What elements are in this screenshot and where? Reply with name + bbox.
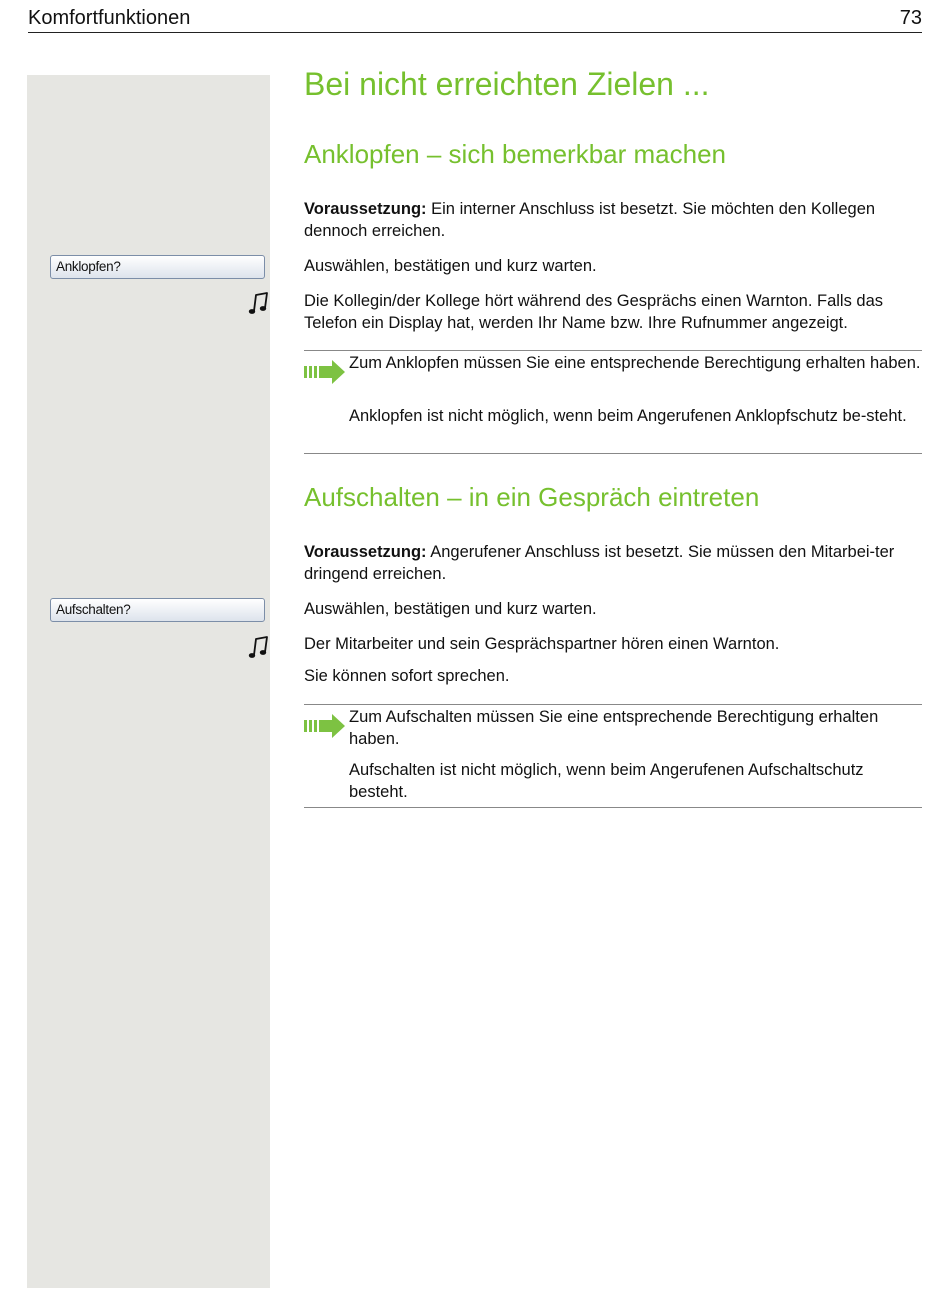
note-text-2: Anklopfen ist nicht möglich, wenn beim Angerufenen Anklopfschutz be-steht.	[349, 407, 907, 425]
precondition-label: Voraussetzung:	[304, 543, 427, 561]
page-title: Bei nicht erreichten Zielen ...	[304, 66, 710, 102]
page-number: 73	[899, 7, 922, 29]
softkey-anklopfen[interactable]: Anklopfen?	[50, 255, 265, 279]
precondition-text: Angerufener Anschluss ist besetzt. Sie müssen den Mitarbei-ter dringend erreichen.	[304, 543, 895, 583]
arrow-note-icon	[304, 713, 346, 739]
precondition-text: Ein interner Anschluss ist besetzt. Sie möchten den Kollegen dennoch erreichen.	[304, 200, 876, 240]
note-rule-top	[304, 704, 922, 705]
music-note-icon	[247, 635, 269, 659]
softkey-aufschalten[interactable]: Aufschalten?	[50, 598, 265, 622]
note-text-1: Zum Anklopfen müssen Sie eine entsprechende Berechtigung erhalten haben.	[349, 354, 921, 372]
arrow-note-icon	[304, 359, 346, 385]
followup-aufschalten: Sie können sofort sprechen.	[304, 667, 510, 685]
header-rule	[28, 32, 922, 33]
note-text-1: Zum Aufschalten müssen Sie eine entsprechende Berechtigung erhalten haben.	[349, 708, 879, 748]
note-text-2: Aufschalten ist nicht möglich, wenn beim Angerufenen Aufschaltschutz besteht.	[349, 761, 864, 801]
precondition-anklopfen	[304, 199, 924, 242]
precondition-aufschalten	[304, 542, 924, 585]
section-heading-aufschalten: Aufschalten – in ein Gespräch eintreten	[304, 482, 760, 512]
note-rule-bottom	[304, 807, 922, 808]
note-rule-top	[304, 350, 922, 351]
precondition-label: Voraussetzung:	[304, 200, 427, 218]
tone-text-anklopfen: Die Kollegin/der Kollege hört während des Gesprächs einen Warnton. Falls das Telefon ein Display hat, werden Ihr Name bzw. Ihre Rufnummer angezeigt.	[304, 292, 884, 332]
section-heading-anklopfen: Anklopfen – sich bemerkbar machen	[304, 139, 727, 169]
tone-text-aufschalten: Der Mitarbeiter und sein Gesprächspartner hören einen Warnton.	[304, 635, 780, 653]
note-rule-bottom	[304, 453, 922, 454]
header-title: Komfortfunktionen	[28, 7, 191, 29]
music-note-icon	[247, 291, 269, 315]
step-anklopfen: Auswählen, bestätigen und kurz warten.	[304, 257, 597, 275]
step-aufschalten: Auswählen, bestätigen und kurz warten.	[304, 600, 597, 618]
